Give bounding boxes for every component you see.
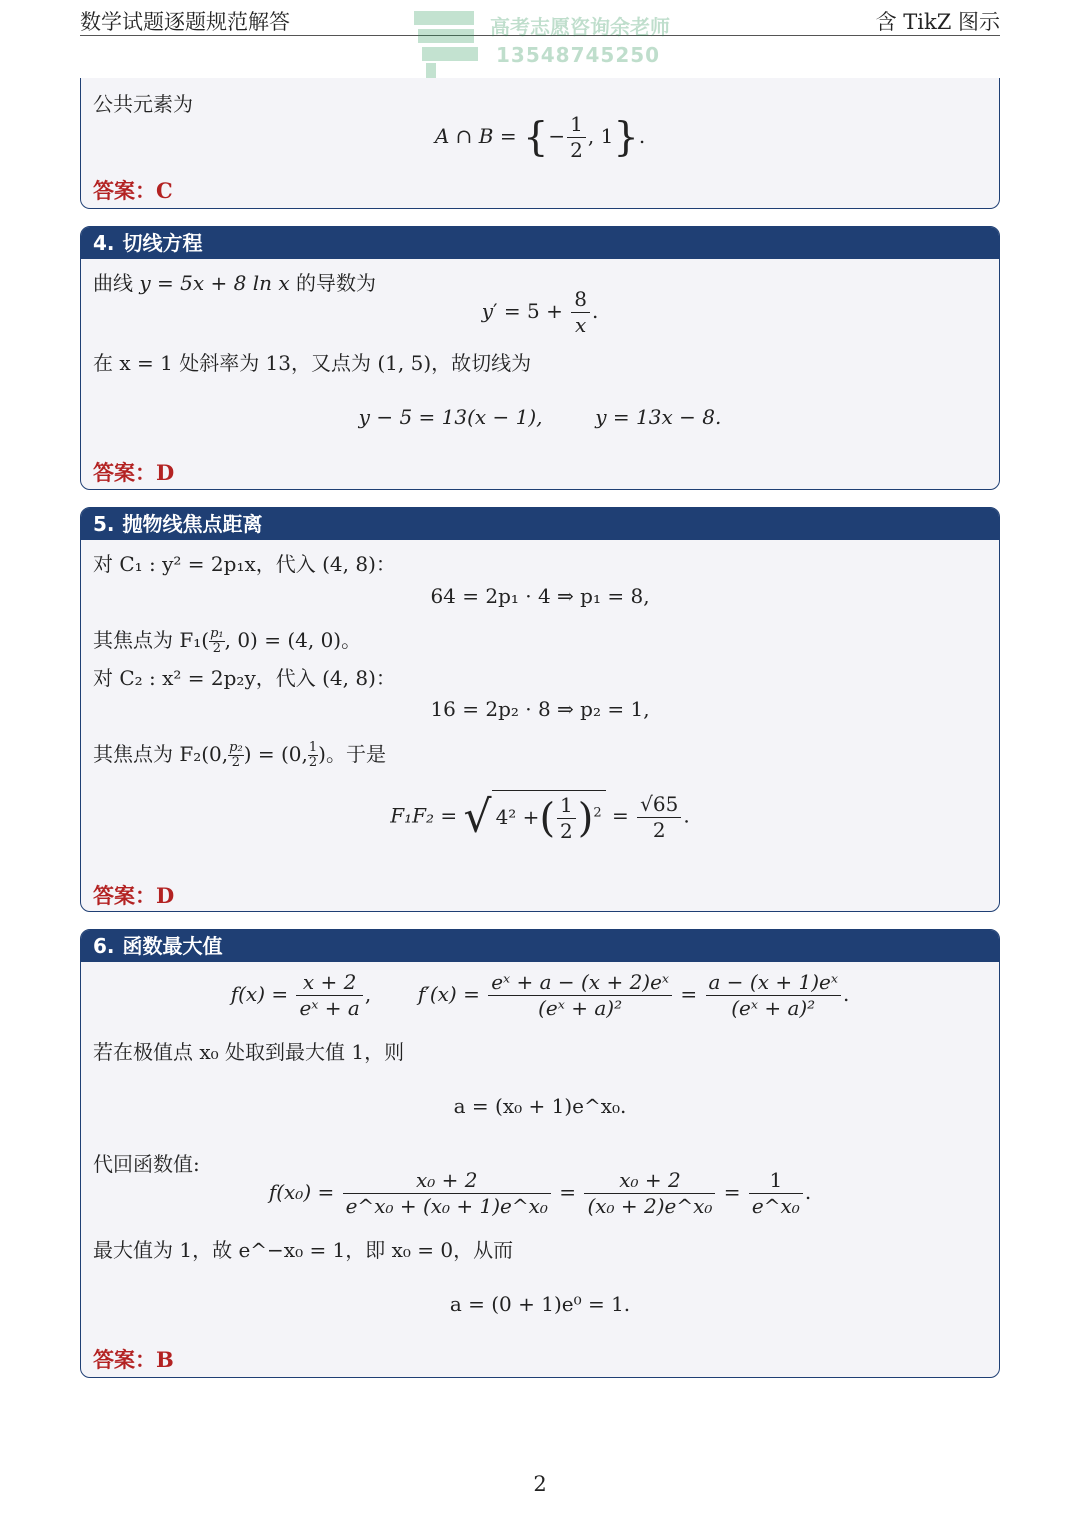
p1-formula: 64 = 2p₁ · 4 ⇒ p₁ = 8, xyxy=(430,584,650,608)
answer-4: 答案：D xyxy=(93,460,175,485)
extremum-text: 若在极值点 x₀ 处取到最大值 1，则 xyxy=(93,1040,405,1064)
slope-text: 在 x = 1 处斜率为 13，又点为 (1, 5)，故切线为 xyxy=(93,351,532,375)
answer-3: 答案：C xyxy=(93,178,173,203)
box-header-4 xyxy=(81,227,999,259)
watermark-name: 高考志愿咨询余老师 xyxy=(490,15,670,39)
function-and-derivative: f(x) = $\frac{x + 2}{\text{eˣ + a}}$ , f′(x) = $\frac{\text{eˣ + a − (x + 2)eˣ}}{\text{(eˣ + a)²}}$ = $\frac{\text{a − (x + 1)eˣ}}{\text{(eˣ + a)²}}$ . xyxy=(230,970,850,1020)
derivative-intro: 曲线 y = 5x + 8 ln x 的导数为 xyxy=(93,271,376,295)
page-header xyxy=(80,0,1000,36)
distance-formula: F₁F₂ = √ 4² +( $\frac{1}{2}$ )$^2$ = $\frac{√65}{2}$ . xyxy=(390,791,690,843)
header-title: 数学试题逐题规范解答 xyxy=(80,10,290,34)
p2-formula: 16 = 2p₂ · 8 ⇒ p₂ = 1, xyxy=(430,697,650,721)
box-header-5 xyxy=(81,508,999,540)
solution-box-5 xyxy=(80,507,1000,912)
a-formula: a = (x₀ + 1)e^x₀. xyxy=(453,1094,627,1118)
problem-number-4: 4. xyxy=(93,231,115,255)
f2-focus: 其焦点为 F₂(0, $\frac{\text{p₂}}{2}$ ) = (0, $\frac{1}{2}$ )。于是 xyxy=(93,739,386,770)
c1-substitution: 对 C₁ : y² = 2p₁x，代入 (4, 8)： xyxy=(93,552,396,576)
substitute-text: 代回函数值: xyxy=(93,1152,200,1176)
page-number: 2 xyxy=(533,1472,547,1496)
solution-box-6 xyxy=(80,929,1000,1378)
problem-number-6: 6. xyxy=(93,934,115,958)
function-value-formula: f(x₀) = $\frac{\text{x₀ + 2}}{\text{e\textasciicircum{}x₀ + (x₀ + 1)e\textasciicircum{}x₀}}$ = $\frac{\text{x₀ + 2}}{\text{(x₀ + 2)e\textasciicircum{}x₀}}$ = $\frac{1}{\text{e\textasciicircum{}x₀}}$ . xyxy=(268,1168,812,1218)
c2-substitution: 对 C₂ : x² = 2p₂y，代入 (4, 8)： xyxy=(93,666,396,690)
answer-5: 答案：D xyxy=(93,883,175,908)
intersection-formula: A ∩ B = {− $\frac{1}{2}$ , 1}. xyxy=(434,112,646,162)
solution-box-4 xyxy=(80,226,1000,490)
problem-title-5: 抛物线焦点距离 xyxy=(122,512,263,536)
problem-number-5: 5. xyxy=(93,512,115,536)
header-subtitle: 含 TikZ 图示 xyxy=(875,10,1000,34)
answer-6: 答案：B xyxy=(93,1347,174,1372)
watermark-phone: 13548745250 xyxy=(496,43,661,67)
max-value-text: 最大值为 1，故 e^−x₀ = 1，即 x₀ = 0，从而 xyxy=(93,1238,514,1262)
problem-title-6: 函数最大值 xyxy=(122,934,223,958)
a-value-formula: a = (0 + 1)e⁰ = 1. xyxy=(449,1292,631,1316)
f1-focus: 其焦点为 F₁( $\frac{\text{p₁}}{2}$ , 0) = (4, 0)。 xyxy=(93,625,362,656)
intersection-text: 公共元素为 xyxy=(93,92,193,116)
box-header-6 xyxy=(81,930,999,962)
solution-box-3 xyxy=(80,78,1000,209)
problem-title-4: 切线方程 xyxy=(122,231,203,255)
derivative-formula: y′ = 5 + $\frac{8}{x}$ . xyxy=(481,287,599,337)
tangent-formula: y − 5 = 13(x − 1), y = 13x − 8. xyxy=(358,405,722,429)
